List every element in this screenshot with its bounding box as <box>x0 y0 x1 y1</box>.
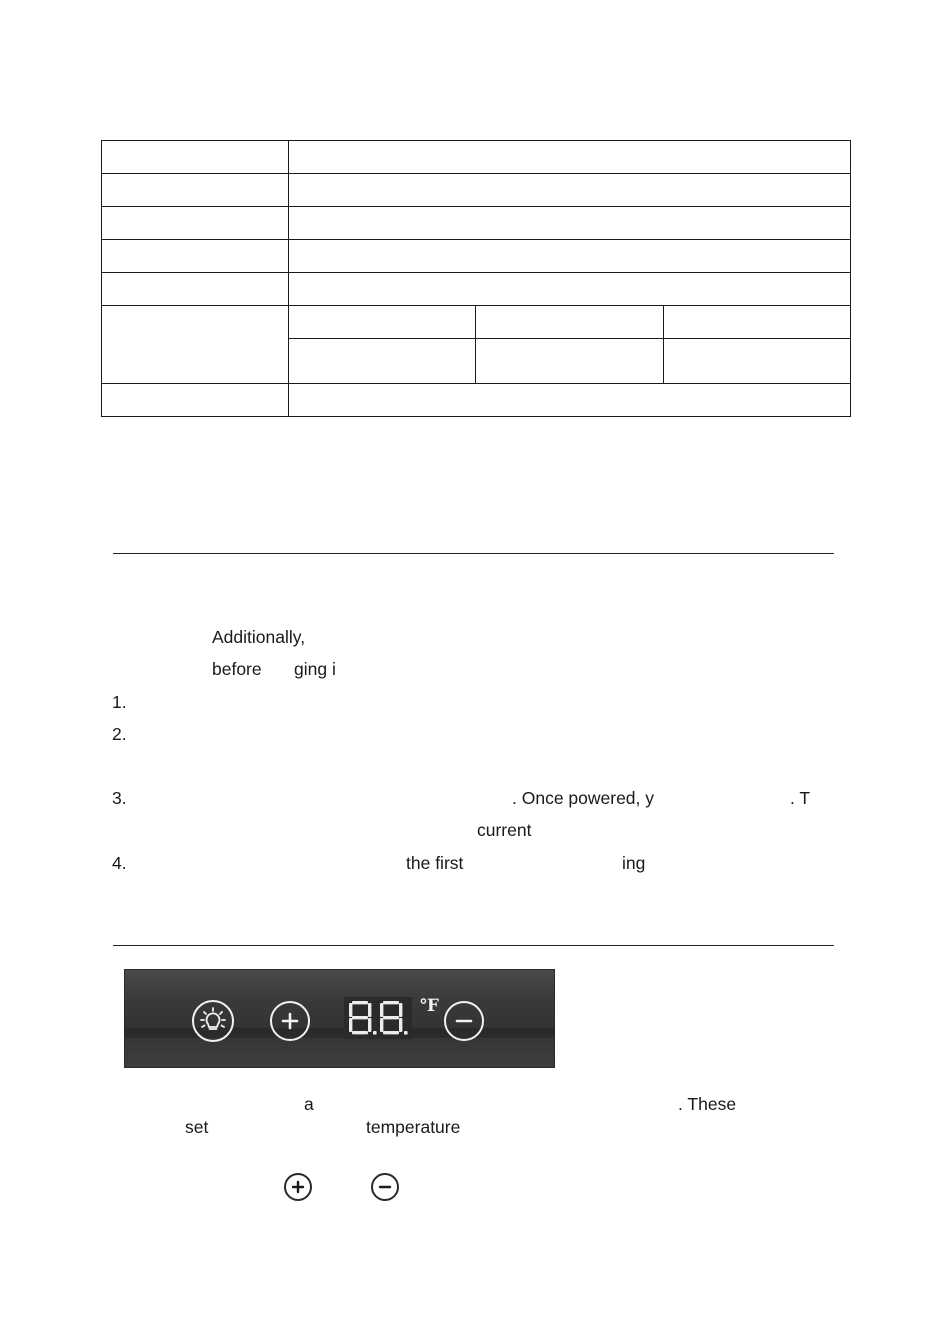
light-button <box>192 1000 234 1042</box>
intro-text: Additionally, <box>212 627 306 647</box>
step-number: 3. <box>112 788 127 808</box>
table-sub-cell <box>663 306 850 339</box>
caption-text: a <box>304 1094 314 1114</box>
table-row <box>102 384 851 417</box>
seven-segment-digits <box>344 997 412 1039</box>
table-row <box>102 306 851 339</box>
section-divider <box>113 945 834 946</box>
temperature-display <box>344 997 412 1039</box>
table-row <box>102 240 851 273</box>
table-sub-cell <box>289 339 476 384</box>
table-value-cell <box>289 273 851 306</box>
step-number: 4. <box>112 853 127 873</box>
table-label-cell <box>102 240 289 273</box>
table-sub-cell <box>476 339 663 384</box>
intro-text: ging i <box>294 659 336 679</box>
table-label-cell <box>102 384 289 417</box>
table-sub-cell <box>476 306 663 339</box>
plus-icon <box>286 1175 310 1199</box>
table-value-cell <box>289 174 851 207</box>
minus-button-legend <box>371 1173 399 1201</box>
table-row <box>102 174 851 207</box>
table-label-cell <box>102 174 289 207</box>
table-row <box>102 273 851 306</box>
table-value-cell <box>289 207 851 240</box>
plus-button <box>270 1001 310 1041</box>
table-value-cell <box>289 384 851 417</box>
step-text: . Once powered, y <box>512 788 655 808</box>
table-value-cell <box>289 240 851 273</box>
minus-icon <box>446 1003 482 1039</box>
light-icon <box>194 1002 232 1040</box>
step-text: the first <box>406 853 464 873</box>
minus-button <box>444 1001 484 1041</box>
step-text: . T <box>790 788 811 808</box>
spec-table <box>101 140 851 417</box>
table-label-cell <box>102 273 289 306</box>
plus-icon <box>272 1003 308 1039</box>
table-row <box>102 141 851 174</box>
table-sub-cell <box>289 306 476 339</box>
intro-text: before <box>212 659 262 679</box>
minus-icon <box>373 1175 397 1199</box>
panel-shading <box>125 1028 554 1038</box>
step-text: current <box>477 820 532 840</box>
table-row <box>102 207 851 240</box>
caption-text: temperature <box>366 1117 461 1137</box>
table-label-cell <box>102 207 289 240</box>
table-value-cell <box>289 141 851 174</box>
plus-button-legend <box>284 1173 312 1201</box>
caption-text: . These <box>678 1094 737 1114</box>
step-number: 1. <box>112 692 127 712</box>
caption-text: set <box>185 1117 209 1137</box>
table-sub-cell <box>663 339 850 384</box>
control-panel-photo <box>124 969 555 1068</box>
table-label-cell <box>102 141 289 174</box>
fahrenheit-unit: ℉ <box>420 996 439 1016</box>
step-number: 2. <box>112 724 127 744</box>
step-text: ing <box>622 853 646 873</box>
section-divider <box>113 553 834 554</box>
table-label-cell <box>102 306 289 384</box>
